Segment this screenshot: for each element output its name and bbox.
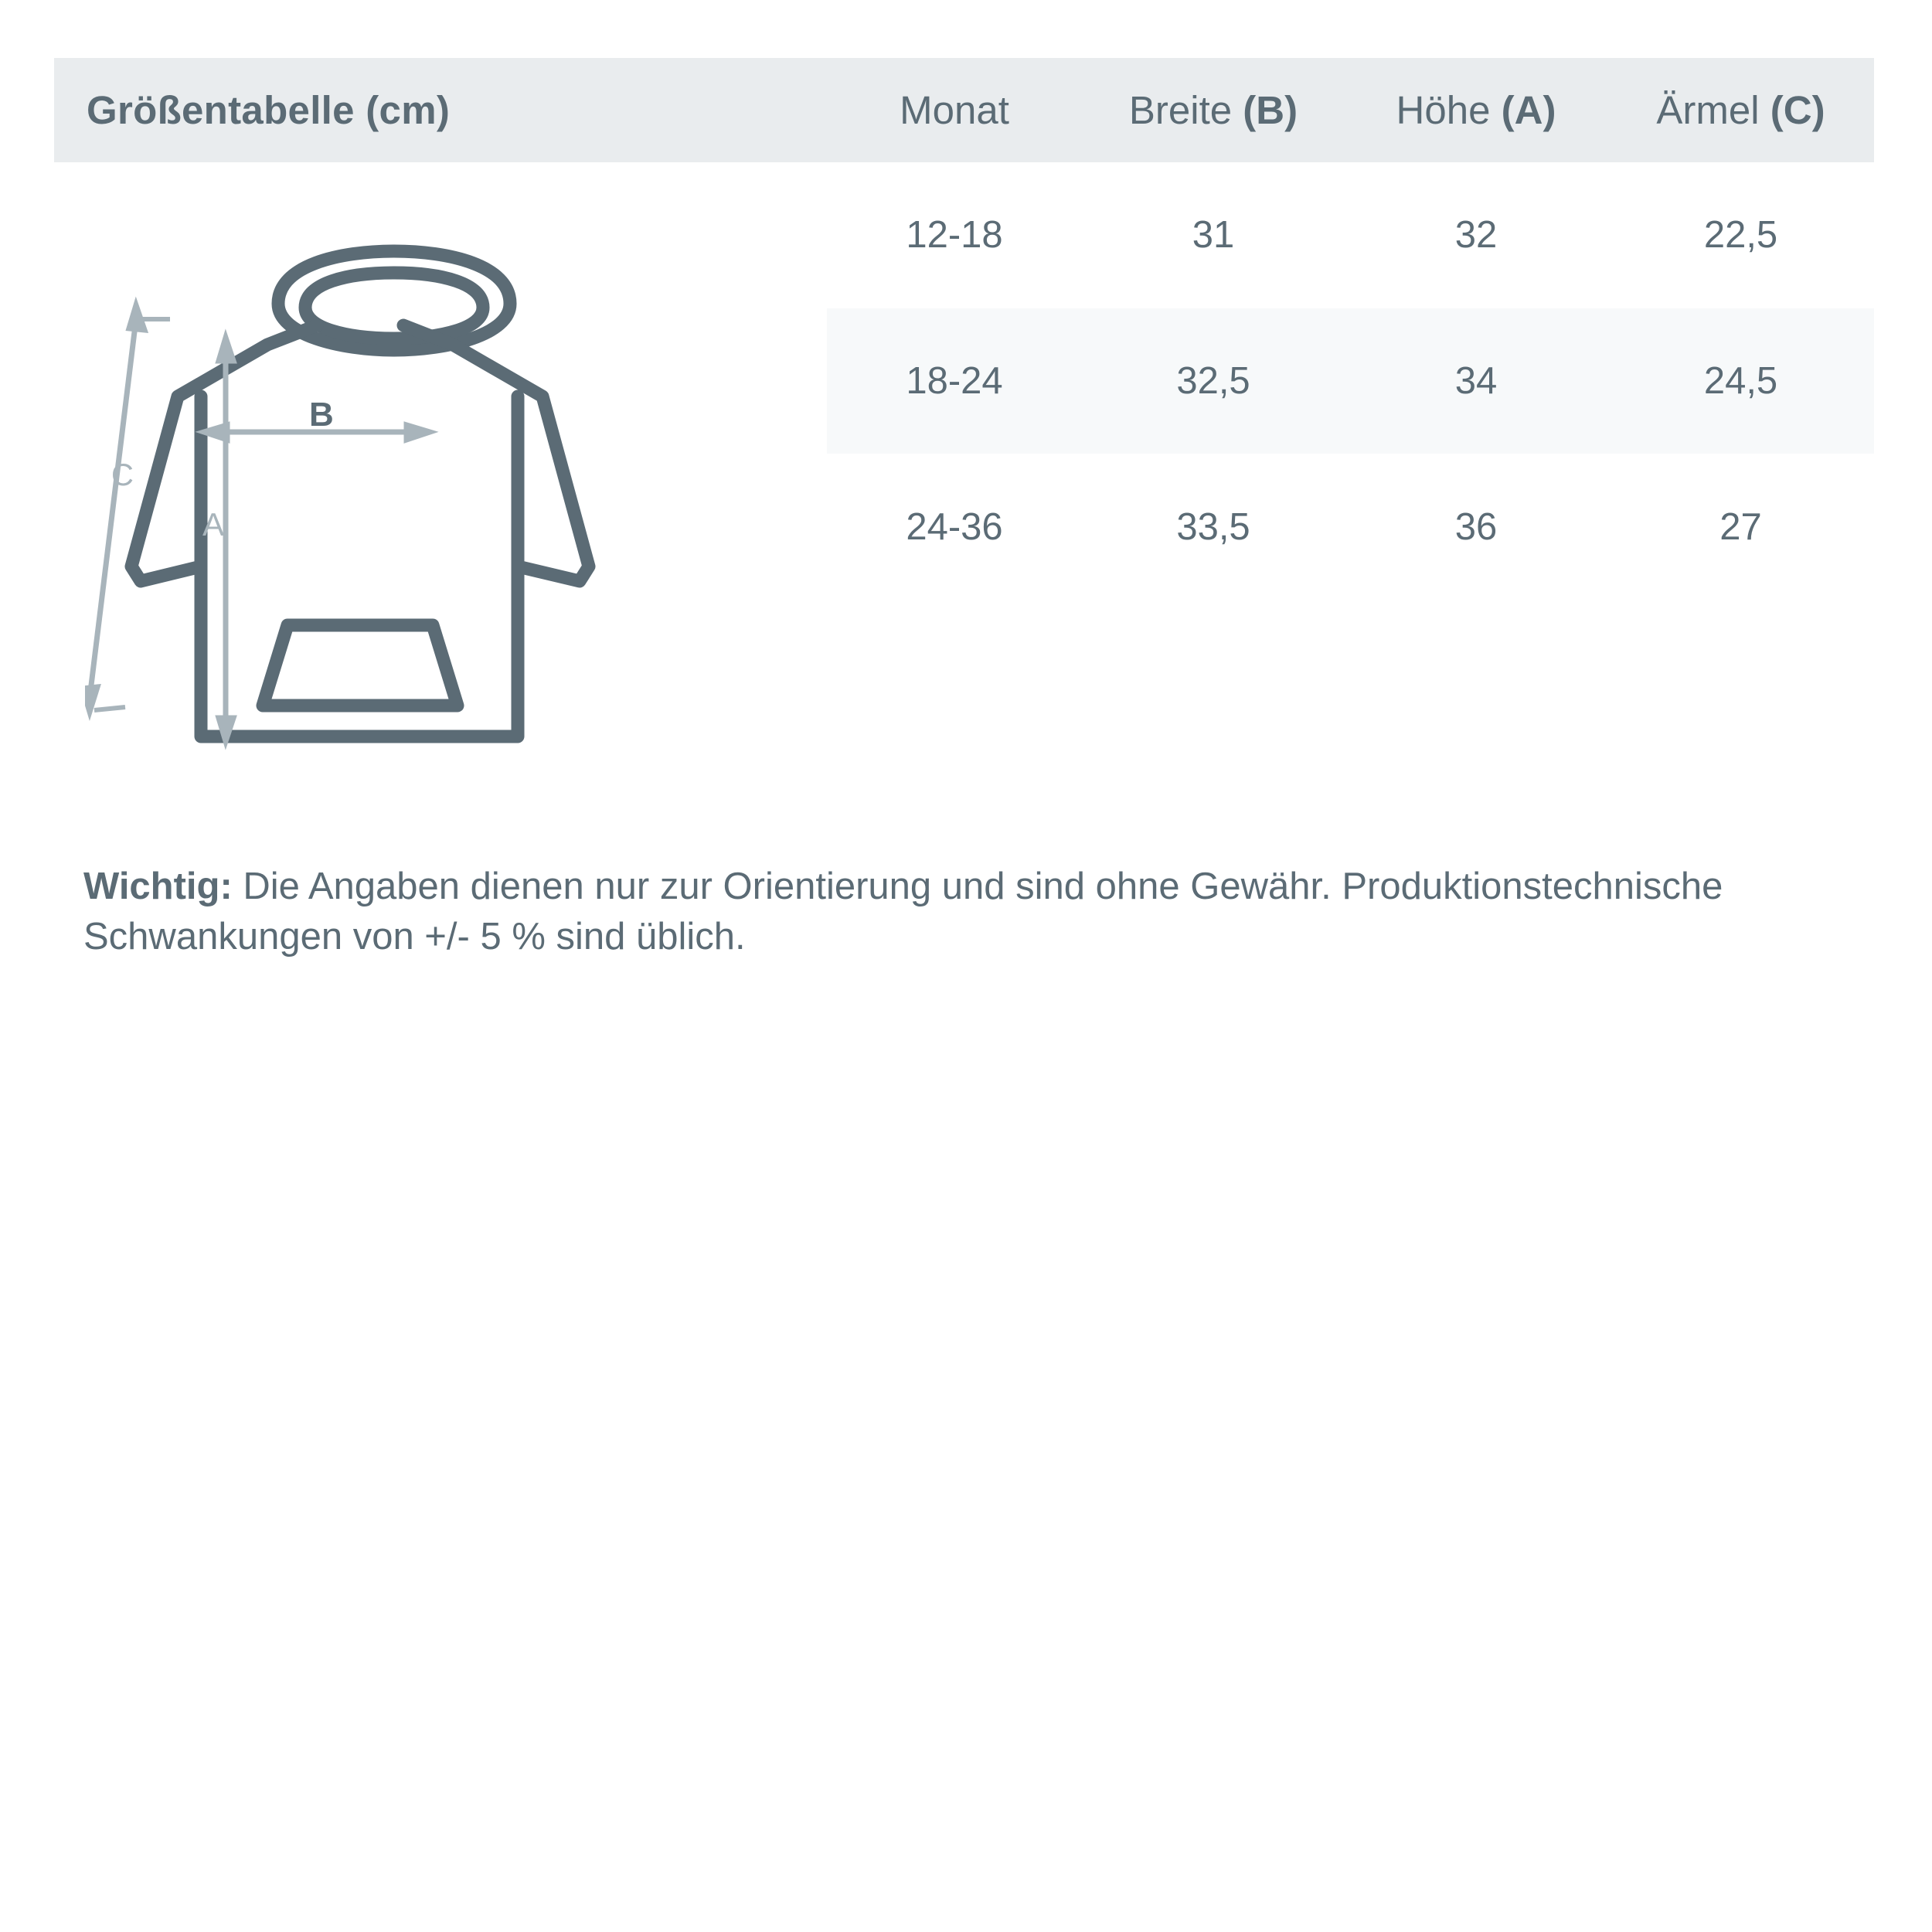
column-header-breite — [1082, 58, 1345, 162]
disclaimer-note — [83, 862, 1845, 961]
column-header-aermel-code: (C) — [1770, 88, 1825, 132]
cell-monat: 18-24 — [906, 359, 1003, 402]
size-chart — [54, 58, 1874, 600]
column-header-monat — [827, 58, 1082, 162]
column-header-hoehe-code: (A) — [1501, 88, 1556, 132]
dimension-label-c: C — [111, 458, 134, 492]
column-header-aermel-label: Ärmel — [1656, 88, 1770, 132]
cell-hoehe: 36 — [1454, 505, 1498, 548]
cell-breite: 31 — [1192, 214, 1235, 257]
size-table — [54, 58, 1874, 600]
table-body — [54, 162, 1874, 600]
cell-hoehe: 32 — [1454, 214, 1498, 257]
cell-aermel: 27 — [1719, 505, 1762, 548]
garment-illustration — [54, 188, 827, 574]
dimension-label-a: A — [202, 506, 225, 543]
table-header — [54, 58, 1874, 162]
hoodie-icon — [85, 234, 796, 791]
cell-hoehe: 34 — [1454, 359, 1498, 402]
column-header-breite-code: (B) — [1243, 88, 1298, 132]
cell-breite: 33,5 — [1176, 505, 1250, 548]
garment-illustration-cell — [54, 162, 827, 600]
column-header-monat-label: Monat — [900, 88, 1009, 132]
table-header-row — [54, 58, 1874, 162]
dimension-label-b: B — [309, 396, 334, 434]
disclaimer-prefix: Wichtig: — [83, 866, 233, 907]
column-header-breite-label: Breite — [1128, 88, 1243, 132]
table-row — [54, 162, 1874, 308]
cell-aermel: 24,5 — [1703, 359, 1778, 402]
cell-monat: 24-36 — [906, 505, 1003, 548]
cell-monat: 12-18 — [906, 214, 1003, 257]
page-title: Größentabelle (cm) — [87, 88, 451, 132]
cell-breite: 32,5 — [1176, 359, 1250, 402]
disclaimer-text: Die Angaben dienen nur zur Orientierung und sind ohne Gewähr. Produktionstechnische Schwankungen von +/- 5 % sind üblich. — [83, 866, 1723, 957]
cell-aermel: 22,5 — [1703, 214, 1778, 257]
column-header-hoehe-label: Höhe — [1396, 88, 1502, 132]
column-header-hoehe — [1345, 58, 1607, 162]
column-header-aermel — [1607, 58, 1874, 162]
